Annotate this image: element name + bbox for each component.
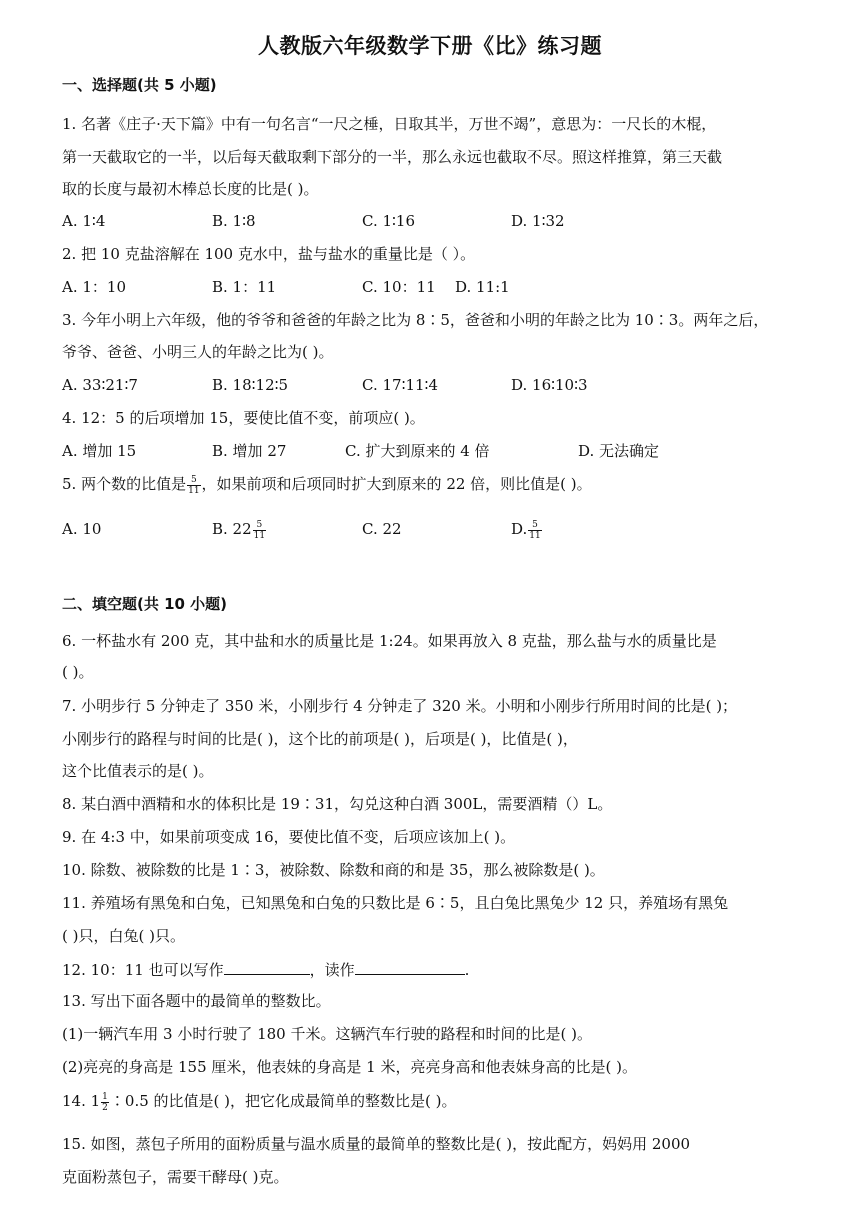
answer-blank-read[interactable] <box>355 958 465 975</box>
option-a[interactable]: A. 10 <box>62 520 102 538</box>
option-b[interactable]: B. 1∶8 <box>212 212 256 230</box>
question-5-prefix: 5. 两个数的比值是 <box>62 475 187 493</box>
question-15-line-2: 克面粉蒸包子，需要干酵母( )克。 <box>62 1168 289 1186</box>
option-d-prefix: D. <box>511 520 528 538</box>
question-11-line-2: ( )只，白兔( )只。 <box>62 927 185 945</box>
question-3-line-2: 爷爷、爸爸、小明三人的年龄之比为( )。 <box>62 343 334 361</box>
fraction-denominator: 11 <box>529 530 541 541</box>
question-5 <box>62 473 592 496</box>
option-c[interactable]: C. 10：11 <box>362 278 436 296</box>
fraction-numerator: 5 <box>187 475 200 486</box>
fraction-numerator: 1 <box>102 1091 108 1102</box>
question-11-line-1: 11. 养殖场有黑兔和白兔，已知黑兔和白兔的只数比是 6∶5，且白兔比黑兔少 12 只，养殖场有黑兔 <box>62 894 729 912</box>
question-10: 10. 除数、被除数的比是 1∶3，被除数、除数和商的和是 35，那么被除数是( )。 <box>62 861 605 879</box>
question-6-line-1: 6. 一杯盐水有 200 克，其中盐和水的质量比是 1:24。如果再放入 8 克盐，那么盐与水的质量比是 <box>62 632 717 650</box>
option-b-whole: B. 22 <box>212 520 252 538</box>
option-d[interactable]: D. 11:1 <box>455 278 510 296</box>
question-6-line-2: ( )。 <box>62 663 94 681</box>
question-14-prefix: 14. 1 <box>62 1092 101 1110</box>
question-3-line-1: 3. 今年小明上六年级，他的爷爷和爸爸的年龄之比为 8∶5，爸爸和小明的年龄之比为 10∶3。两年之后， <box>62 311 769 329</box>
question-12-prefix: 12. 10：11 也可以写作 <box>62 961 224 979</box>
question-1-line-2: 第一天截取它的一半，以后每天截取剩下部分的一半，那么永远也截取不尽。照这样推算，第三天截 <box>62 148 723 166</box>
fraction <box>187 475 200 496</box>
question-5-suffix: ，如果前项和后项同时扩大到原来的 22 倍，则比值是( )。 <box>201 475 592 493</box>
fraction-denominator: 11 <box>253 530 266 541</box>
question-12-middle: ，读作 <box>309 961 355 979</box>
question-7-line-1: 7. 小明步行 5 分钟走了 350 米，小刚步行 4 分钟走了 320 米。小明和小刚步行所用时间的比是( )； <box>62 697 738 715</box>
option-d[interactable]: D. 16∶10∶3 <box>511 376 588 394</box>
page-title: 人教版六年级数学下册《比》练习题 <box>258 34 602 58</box>
section-heading-choice: 一、选择题(共 5 小题) <box>62 76 217 94</box>
option-d[interactable]: D. 1∶32 <box>511 212 565 230</box>
option-b[interactable]: B. 1：11 <box>212 278 277 296</box>
option-b[interactable]: B. 增加 27 <box>212 442 287 460</box>
option-a[interactable]: A. 增加 15 <box>62 442 137 460</box>
question-13-sub-2: (2)亮亮的身高是 155 厘米，他表妹的身高是 1 米，亮亮身高和他表妹身高的比是( )。 <box>62 1058 637 1076</box>
fraction-denominator: 11 <box>188 485 200 496</box>
question-13-sub-1: (1)一辆汽车用 3 小时行驶了 180 千米。这辆汽车行驶的路程和时间的比是( )。 <box>62 1025 592 1043</box>
option-d[interactable]: D. 无法确定 <box>578 442 660 460</box>
question-1-line-3: 取的长度与最初木棒总长度的比是( )。 <box>62 180 319 198</box>
option-c[interactable]: C. 扩大到原来的 4 倍 <box>345 442 490 460</box>
question-12 <box>62 958 469 981</box>
question-1-line-1: 1. 名著《庄子·天下篇》中有一句名言“一尺之棰，日取其半，万世不竭”，意思为：一尺长的木棍， <box>62 115 717 133</box>
question-7-line-2: 小刚步行的路程与时间的比是( )，这个比的前项是( )，后项是( )，比值是( )， <box>62 730 578 748</box>
question-14-suffix: ∶0.5 的比值是( )，把它化成最简单的整数比是( )。 <box>109 1092 457 1110</box>
fraction-numerator: 5 <box>528 520 541 531</box>
fraction <box>101 1092 109 1113</box>
question-8: 8. 某白酒中酒精和水的体积比是 19∶31，勾兑这种白酒 300L，需要酒精（）L。 <box>62 795 613 813</box>
answer-blank-written[interactable] <box>224 958 310 975</box>
option-c[interactable]: C. 17∶11∶4 <box>362 376 439 394</box>
option-a[interactable]: A. 1∶4 <box>62 212 106 230</box>
question-2: 2. 把 10 克盐溶解在 100 克水中，盐与盐水的重量比是（ ）。 <box>62 245 476 263</box>
question-14 <box>62 1090 456 1113</box>
option-a[interactable]: A. 1：10 <box>62 278 126 296</box>
question-4: 4. 12：5 的后项增加 15，要使比值不变，前项应( )。 <box>62 409 425 427</box>
fraction-numerator: 5 <box>253 520 266 531</box>
question-12-suffix: . <box>464 961 470 979</box>
question-15-line-1: 15. 如图，蒸包子所用的面粉质量与温水质量的最简单的整数比是( )，按此配方，妈妈用 2000 <box>62 1135 691 1153</box>
option-b[interactable]: B. 18∶12∶5 <box>212 376 289 394</box>
question-13: 13. 写出下面各题中的最简单的整数比。 <box>62 992 331 1010</box>
option-b[interactable] <box>212 518 267 541</box>
section-heading-fill-in: 二、填空题(共 10 小题) <box>62 595 228 613</box>
option-a[interactable]: A. 33∶21∶7 <box>62 376 138 394</box>
question-9: 9. 在 4:3 中，如果前项变成 16，要使比值不变，后项应该加上( )。 <box>62 828 516 846</box>
fraction <box>528 520 541 541</box>
option-c[interactable]: C. 1∶16 <box>362 212 416 230</box>
fraction-denominator: 2 <box>102 1102 108 1113</box>
option-d[interactable] <box>511 518 543 541</box>
fraction <box>253 520 266 541</box>
question-7-line-3: 这个比值表示的是( )。 <box>62 762 214 780</box>
option-c[interactable]: C. 22 <box>362 520 402 538</box>
